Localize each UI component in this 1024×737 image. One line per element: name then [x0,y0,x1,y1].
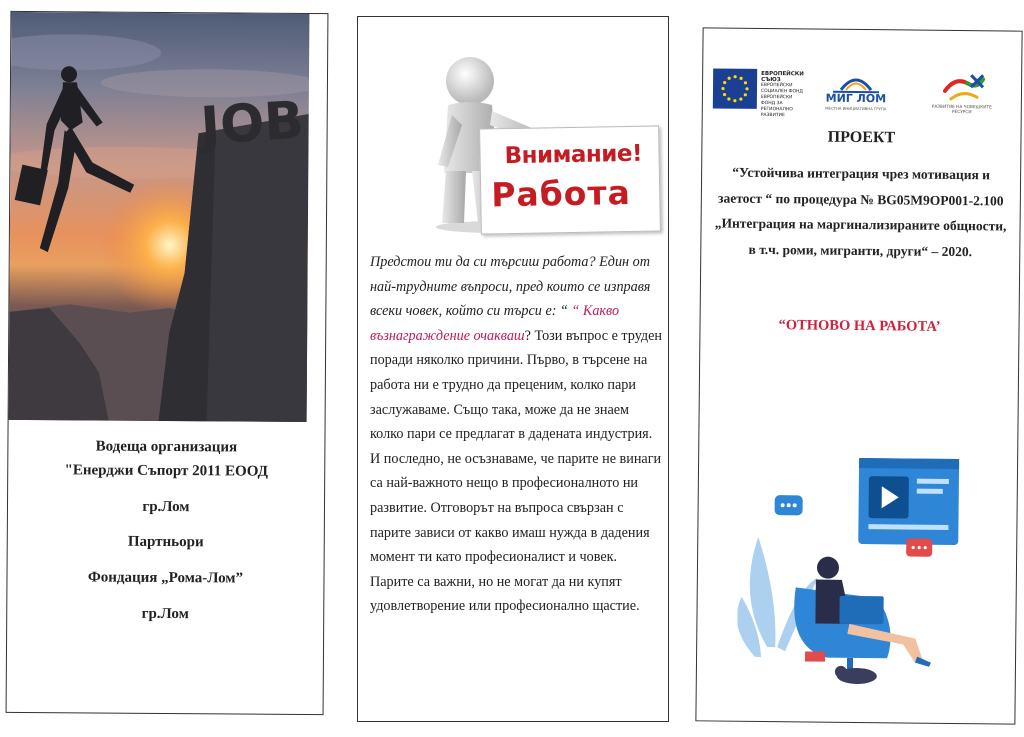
mig-lom-name: МИГ ЛОМ [825,91,887,106]
eu-logo-line-3: ЕВРОПЕЙСКИ ФОНД ЗА РЕГИОНАЛНО РАЗВИТИЕ [760,94,793,119]
lead-org-label: Водеща организация [95,438,238,456]
job-sign: JOB [198,90,306,157]
article-body: ? Този въпрос е труден поради няколко причини. Първо, в търсене на работа ни е трудно да преценим, колко пари заслужаваме. Също така, може да не знаем колко пари се предлагат в дадената индустрия. И последно, не осъзнаваме, че парите не винаги са най-важното нещо в професионалното ни развитие. Отговорът на въпроса свързан с парите зависи от какво имаш нужда в дадения момент ти като професионалист и човек. Парите са важни, но не могат да ни купят удовлетворение или професионално щастие. [370,327,663,615]
warning-sign [479,125,661,234]
eu-star-icon [733,99,736,102]
eu-star-icon [727,97,730,100]
job-hero-illustration [9,12,310,422]
campaign-title: “ОТНОВО НА РАБОТА’ [778,317,941,335]
project-description: “Устойчива интеграция чрез мотивация и заетост “ по процедура № BG05M9OP001-2.100 „Интеграция на маргинализираните общности, в т.ч. роми, мигранти, други“ – 2020. [714,164,1007,259]
partner-logos [713,68,1014,121]
hr-logo-sub: РАЗВИТИЕ НА ЧОВЕШКИТЕ РЕСУРСИ [931,104,992,116]
eu-star-icon [727,77,730,80]
salary-article [370,250,662,619]
eu-star-icon [721,87,724,90]
eu-flag-icon [713,68,757,108]
left-panel [6,11,329,715]
eu-star-icon [723,81,726,84]
lead-org-name: "Енерджи Съпорт 2011 ЕООД [64,462,269,480]
partner-name: Фондация „Рома-Лом” [87,569,244,587]
woman-laptop-illustration [737,447,980,690]
warning-work-illustration [408,55,643,235]
project-heading: ПРОЕКТ [827,128,896,147]
eu-star-icon [739,77,742,80]
eu-star-icon [744,81,747,84]
lead-org-city: гр.Лом [142,498,190,515]
eu-logo-line-1: ЕВРОПЕЙСКИ СЪЮЗ [761,70,804,84]
eu-star-icon [739,98,742,101]
partner-city: гр.Лом [141,605,189,622]
eu-star-icon [745,87,748,90]
eu-star-icon [723,93,726,96]
job-hero-image [9,12,310,422]
sign-line-1: Внимание! [504,140,643,170]
organization-info [7,437,324,642]
sign-line-2: Работа [490,172,632,215]
eu-star-icon [744,93,747,96]
eu-star-icon [734,75,737,78]
partners-label: Партньори [127,533,204,551]
eu-logo-text [761,71,808,119]
mig-lom-sub: МЕСТНА ИНИЦИАТИВНА ГРУПА [825,105,887,112]
article-intro: Предстои ти да си търсиш работа? Един от най-трудните въпроси, пред които се изправя всеки човек, който си търси е: “ [370,254,651,320]
middle-panel [357,16,669,722]
article-question: “ Какво възнаграждение очакваш [370,303,620,344]
eu-logo-line-2: ЕВРОПЕЙСКИ СОЦИАЛЕН ФОНД [760,82,803,95]
right-panel [695,27,1022,724]
